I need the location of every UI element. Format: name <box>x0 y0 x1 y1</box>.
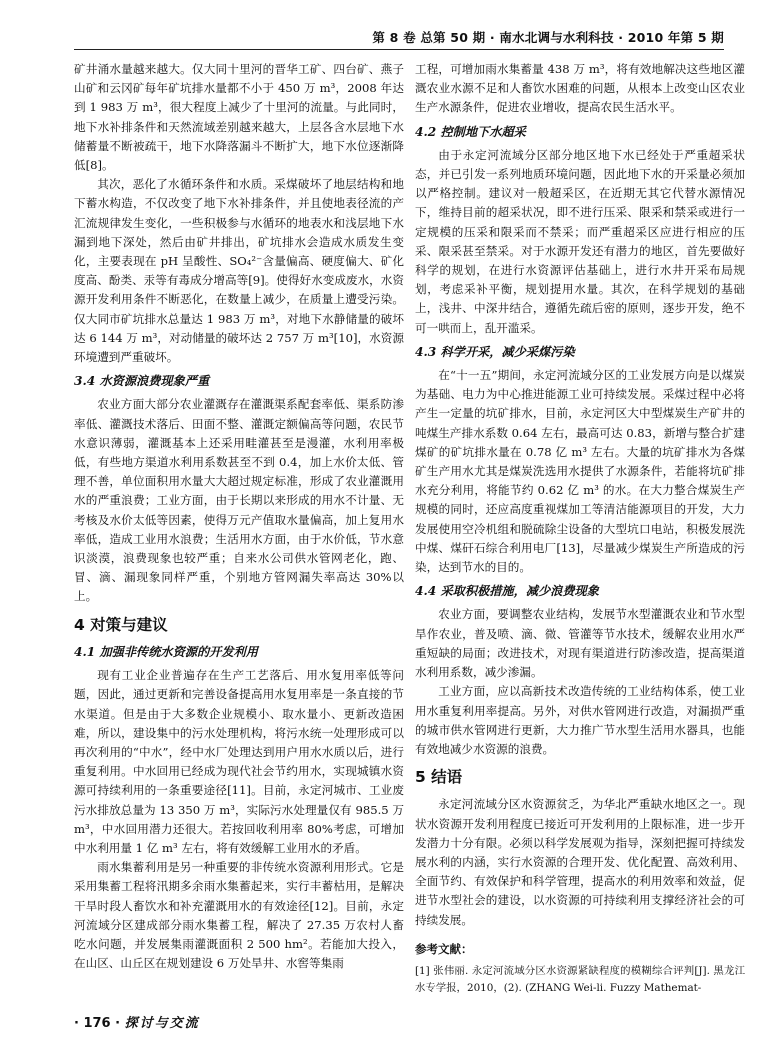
paragraph: 其次，恶化了水循环条件和水质。采煤破坏了地层结构和地下蓄水构造，不仅改变了地下水补排条件，并且使地表径流的产汇流规律发生变化，一些积极参与水循环的地表水和浅层地下水漏到地下深处，然后由矿井排出，矿坑排水会造成水质发生变化，主要表现在 pH 呈酸性、SO₄²⁻含量偏高、硬度偏大、矿化度高、酚类、汞等有毒成分增高等[9]。使得好水变成废水，水资源开发利用条件不断恶化，在数量上减少，在质量上遭受污染。仅大同市矿坑排水总量达 1 983 万 m³，对地下水静储量的破坏达 6 144 万 m³，对动储量的破坏达 2 757 万 m³[10]，水资源环境遭到严重破坏。 <box>74 177 404 365</box>
paragraph: 在“十一五”期间，永定河流域分区的工业发展方向是以煤炭为基础、电力为中心推进能源工业可持续发展。采煤过程中必将产生一定量的坑矿排水，目前，永定河区大中型煤炭生产矿井的吨煤生产排水系数 0.64 左右，最高可达 0.83，新增与整合扩建煤矿的矿坑排水量在 0.78 亿 m³ 左右。大量的坑矿排水为各煤矿生产用水尤其是煤炭洗选用水提供了水源条件，若能将坑矿排水充分利用，将能节约 0.62 亿 m³ 的水。在大力整合煤炭生产规模的同时，还应高度重视煤加工等清洁能源项目的开发，大力发展使用空冷机组和脱硫除尘设备的大型坑口电站，积极发展洗中煤、煤矸石综合利用电厂[13]，尽量减少煤炭生产所造成的污染，达到节水的目的。 <box>415 368 745 575</box>
section-heading-4-2: 4.2 控制地下水超采 <box>415 124 526 139</box>
paragraph: 工业方面，应以高新技术改造传统的工业结构体系，使工业用水重复利用率提高。另外，对供水管网进行改造，对漏损严重的城市供水管网进行更新，大力推广节水型生活用水器具，也能有效地减少水资源的浪费。 <box>415 684 745 756</box>
section-heading-4-1: 4.1 加强非传统水资源的开发利用 <box>74 644 258 659</box>
right-column <box>415 60 745 997</box>
paragraph: 农业方面大部分农业灌溉存在灌溉渠系配套率低、渠系防渗率低、灌溉技术落后、田面不整、灌溉定额偏高等问题，农民节水意识薄弱，灌溉基本上还采用畦灌甚至是漫灌，水利用率极低，有些地方渠道水利用系数甚至不到 0.4，加上水价太低、管理不善，单位面积用水量大大超过规定标准，形成了农业灌溉用水的严重浪费；工业方面，由于长期以来形成的用水不计量、无考核及水价太低等因素，使得万元产值取水量偏高，加上复用水率低，造成工业用水浪费；生活用水方面，由于水价低，节水意识淡漠，浪费现象也较严重；自来水公司供水管网老化，跑、冒、滴、漏现象同样严重，个别地方管网漏失率高达 30%以上。 <box>74 397 404 604</box>
section-heading-3-4: 3.4 水资源浪费现象严重 <box>74 374 210 389</box>
section-heading-4: 4 对策与建议 <box>74 615 168 634</box>
paragraph: 永定河流域分区水资源贫乏，为华北严重缺水地区之一。现状水资源开发利用程度已接近可开发利用的上限标准，进一步开发潜力十分有限。必须以科学发展观为指导，深刻把握可持续发展水利的内涵，实行水资源的合理开发、优化配置、高效利用、全面节约、有效保护和科学管理，提高水的利用效率和效益，促进节水型社会的建设，以水资源的可持续利用支撑经济社会的可持续发展。 <box>415 797 745 927</box>
page-number: · 176 · <box>74 1016 121 1031</box>
section-heading-4-3: 4.3 科学开采，减少采煤污染 <box>415 344 575 359</box>
page-footer <box>74 1012 200 1031</box>
section-heading-5: 5 结语 <box>415 768 463 787</box>
section-heading-4-4: 4.4 采取积极措施，减少浪费现象 <box>415 584 599 599</box>
paragraph: 由于永定河流域分区部分地区地下水已经处于严重超采状态，并已引发一系列地质环境问题，因此地下水的开采量必须加以严格控制。建议对一般超采区，在近期无其它代替水源情况下，维持目前的超采状况，即不进行压采、限采和禁采或进行一定规模的压采和限采而不禁采；而严重超采区应进行相应的压采、限采甚至禁采。对于水源开发还有潜力的地区，首先要做好科学的规划，在进行水资源评估基础上，进行水井开采布局规划，考虑采补平衡，规划提用水量。其次，在科学规划的基础上，浅井、中深井结合，遵循先疏后密的原则，逐步开发，绝不可一哄而上，乱开滥采。 <box>415 147 745 335</box>
left-column <box>74 60 404 973</box>
references-title: 参考文献： <box>415 941 473 956</box>
footer-column-name: 探讨与交流 <box>124 1016 200 1031</box>
header-rule <box>74 49 724 50</box>
reference-item: [1] 张伟丽. 永定河流域分区水资源紧缺程度的模糊综合评判[J]. 黑龙江水专学报，2010，(2). (ZHANG Wei-li. Fuzzy Mathemat- <box>415 964 745 994</box>
paragraph: 农业方面，要调整农业结构，发展节水型灌溉农业和节水型旱作农业，普及喷、滴、微、管灌等节水技术，缓解农业用水严重短缺的局面；改进技术，对现有渠道进行防渗改造，提高渠道水利用系数，减少渗漏。 <box>415 607 745 680</box>
paragraph: 矿井涌水量越来越大。仅大同十里河的晋华工矿、四台矿、燕子山矿和云冈矿每年矿坑排水量都不小于 450 万 m³，2008 年达到 1 983 万 m³，很大程度上减少了十里河的流量。与此同时，地下水补排条件和天然流域差别越来越大，上层各含水层地下水储蓄量不断被疏干，地下水降落漏斗不断扩大，地下水位逐渐降低[8]。 <box>74 62 404 173</box>
paragraph: 雨水集蓄利用是另一种重要的非传统水资源利用形式。它是采用集蓄工程将汛期多余雨水集蓄起来，实行丰蓄枯用，是解决干旱时段人畜饮水和补充灌溉用水的有效途径[12]。目前，永定河流域分区建成部分雨水集蓄工程，解决了 27.35 万农村人畜吃水问题，并发展集雨灌溉面积 2 500 hm²。若能加大投入，在山区、山丘区在规划建设 6 万处旱井、水窖等集雨 <box>74 860 404 971</box>
running-header: 第 8 卷 总第 50 期 · 南水北调与水利科技 · 2010 年第 5 期 <box>372 30 724 45</box>
paragraph: 现有工业企业普遍存在生产工艺落后、用水复用率低等问题，因此，通过更新和完善设备提高用水复用率是一条直接的节水渠道。但是由于大多数企业规模小、取水量小、更新改造困难，所以，建设集中的污水处理机构，将污水统一处理形成可以再次利用的“中水”，经中水厂处理达到用户用水水质以后，进行重复利用。中水回用已经成为现代社会节约用水，实现城镇水资源可持续利用的一条重要途径[11]。目前，永定河城市、工业废污水排放总量为 13 350 万 m³，实际污水处理量仅有 985.5 万 m³，中水回用潜力还很大。若按回收利用率 80%考虑，可增加中水利用量 1 亿 m³ 左右，将有效缓解工业用水的矛盾。 <box>74 668 404 855</box>
paragraph: 工程，可增加雨水集蓄量 438 万 m³，将有效地解决这些地区灌溉农业水源不足和人畜饮水困难的问题，从根本上改变山区农业生产水源条件，促进农业增收，提高农民生活水平。 <box>415 62 745 115</box>
